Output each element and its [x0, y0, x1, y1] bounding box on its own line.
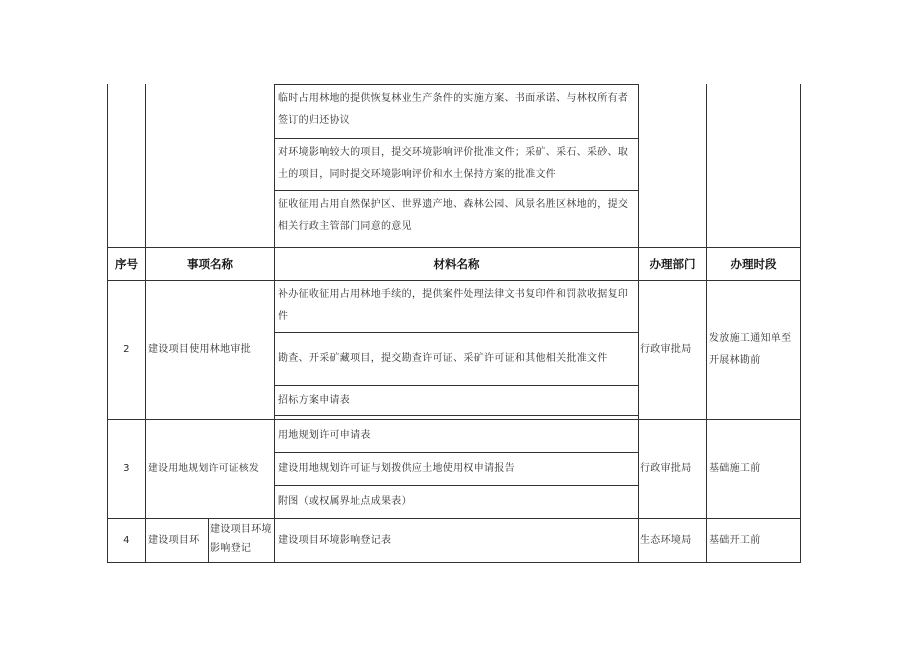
rule-col-sub	[208, 518, 209, 563]
row-3-material-2: 建设用地规划许可证与划拨供应土地使用权申请报告	[278, 463, 515, 474]
header-seq: 序号	[115, 257, 138, 271]
rule-col-right	[800, 84, 801, 563]
row-2-time: 发放施工通知单至开展林勘前	[709, 333, 792, 366]
top-material-1: 临时占用林地的提供恢复林业生产条件的实施方案、书面承诺、与林权所有者签订的归还协议	[278, 93, 629, 126]
row-3-material-3: 附图（或权属界址点成果表）	[278, 496, 412, 507]
row-2-material-3: 招标方案申请表	[278, 394, 351, 406]
rule-row2-mat-3	[274, 415, 638, 416]
row-2-name: 建设项目使用林地审批	[148, 344, 251, 355]
header-material-name: 材料名称	[433, 257, 480, 271]
rule-mat-1	[274, 138, 638, 139]
row-4-name: 建设项目环	[148, 534, 200, 546]
row-2-seq: 2	[123, 344, 130, 355]
rule-col-name	[274, 84, 275, 563]
row-4-seq: 4	[123, 534, 130, 546]
header-item-name: 事项名称	[187, 257, 233, 271]
row-4-sub-name: 建设项目环境影响登记	[210, 524, 272, 554]
row-3-seq: 3	[123, 463, 130, 474]
row-4-time: 基础开工前	[709, 534, 761, 546]
rule-col-dept	[706, 84, 707, 563]
top-material-3: 征收征用占用自然保护区、世界遗产地、森林公园、风景名胜区林地的，提交相关行政主管部门同意的意见	[278, 199, 629, 232]
rule-bottom	[107, 562, 801, 563]
rule-col-material	[638, 84, 639, 563]
header-time: 办理时段	[730, 257, 777, 271]
row-3-dept: 行政审批局	[640, 463, 692, 474]
row-2-material-1: 补办征收征用占用林地手续的，提供案件处理法律文书复印件和罚款收据复印件	[278, 289, 629, 322]
header-dept: 办理部门	[649, 257, 696, 271]
rule-mat-2	[274, 190, 638, 191]
row-4-material-1: 建设项目环境影响登记表	[278, 534, 392, 546]
row-2-material-2: 勘查、开采矿藏项目，提交勘查许可证、采矿许可证和其他相关批准文件	[278, 352, 608, 364]
row-4-dept: 生态环境局	[640, 534, 692, 546]
rule-col-seq	[145, 84, 146, 563]
top-material-2: 对环境影响较大的项目，提交环境影响评价批准文件；采矿、采石、采砂、取土的项目，同时提交环境影响评价和水土保持方案的批准文件	[278, 147, 629, 180]
row-3-time: 基础施工前	[709, 463, 761, 474]
row-2-dept: 行政审批局	[640, 344, 692, 355]
rule-top-material	[274, 84, 638, 85]
row-3-name: 建设用地规划许可证核发	[148, 463, 260, 474]
row-3-material-1: 用地规划许可申请表	[278, 430, 371, 441]
